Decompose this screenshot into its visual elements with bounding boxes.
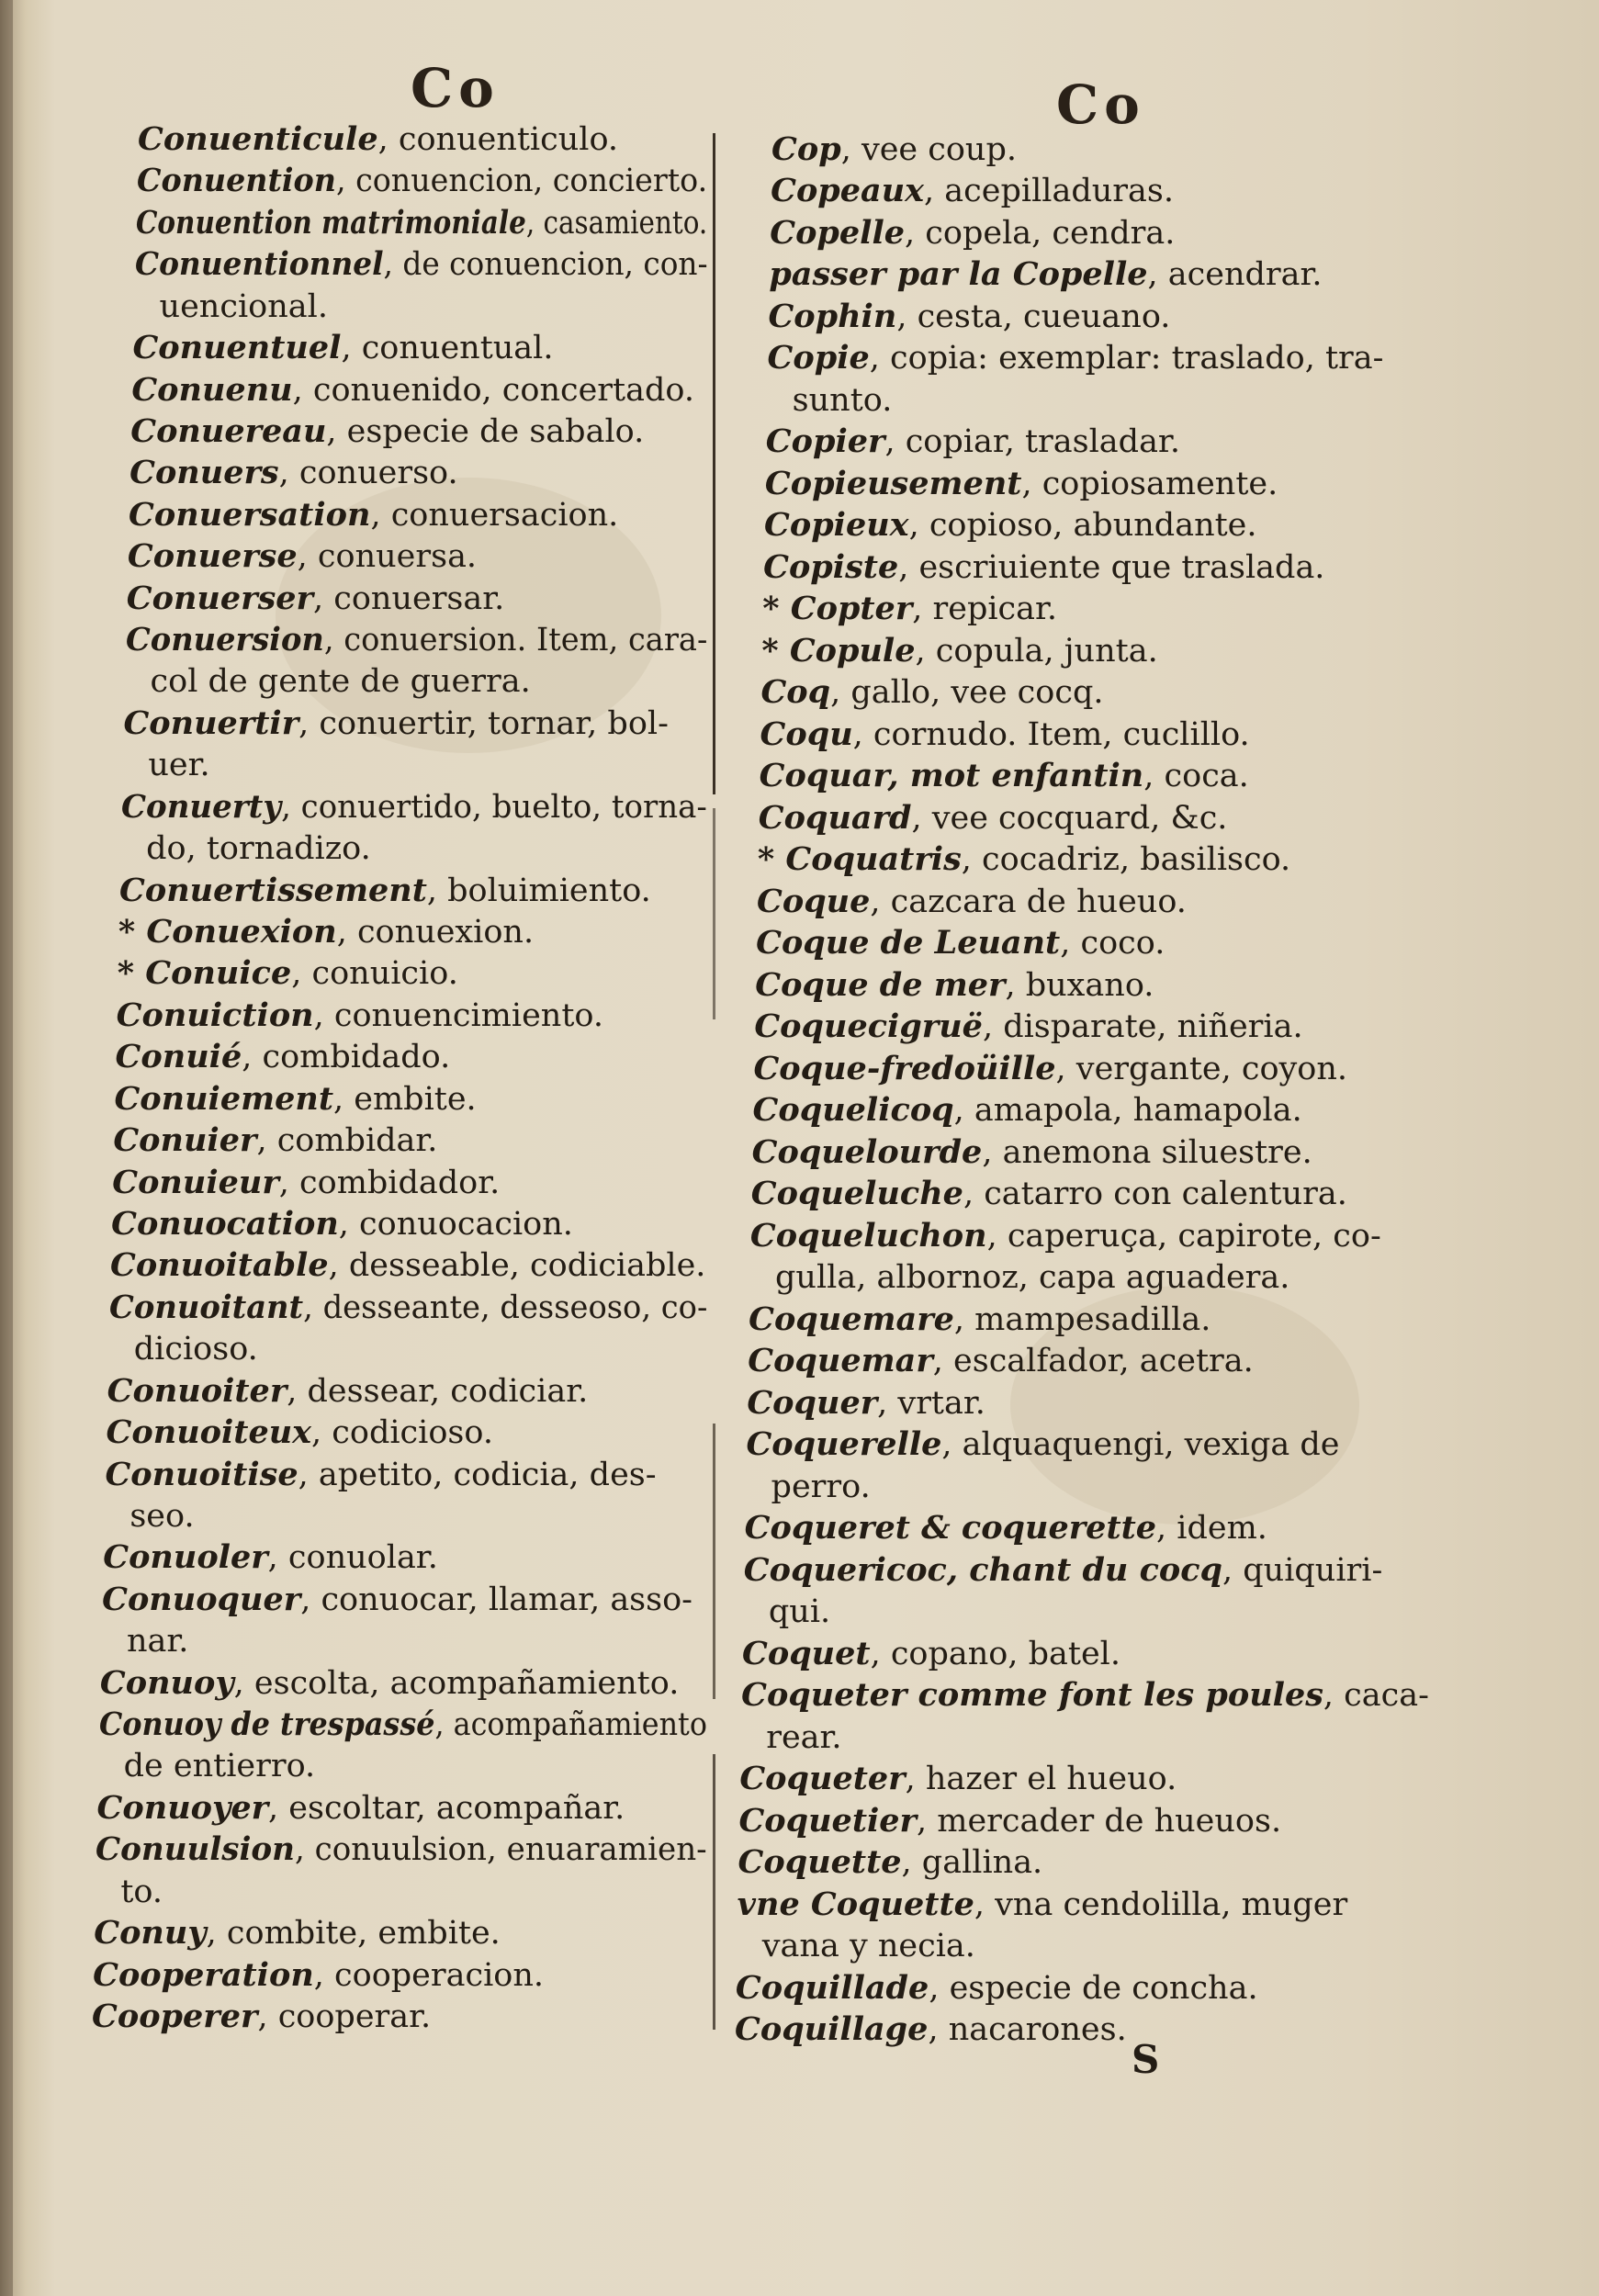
entry-translation: , especie de sabalo. [326,412,645,450]
dictionary-entry [758,841,1290,878]
entry-translation: , idem. [1156,1510,1267,1548]
entry-headword: Conuoy de trespassé [98,1705,435,1744]
dictionary-entry [97,1790,625,1827]
entry-headword: Coque de mer [755,965,1006,1004]
entry-headword: Conuention [136,162,336,200]
dictionary-entry [742,1636,1120,1672]
entry-translation: , mampesadilla. [953,1300,1211,1338]
column-divider [713,808,715,1019]
entry-headword: Coquar, mot enfantin [759,757,1144,795]
dictionary-entry [764,507,1257,544]
entry-continuation: de entierro. [123,1748,316,1785]
dictionary-entry [126,622,707,658]
dictionary-entry [770,215,1175,252]
entry-continuation: nar. [127,1623,189,1660]
entry-translation: , conuolar. [267,1539,438,1577]
entry-translation: , conuertido, buelto, torna- [281,788,708,826]
entry-headword: Coquemare [749,1300,954,1338]
entry-translation: , acepilladuras. [924,173,1174,210]
entry-headword: Conuertissement [119,871,427,909]
dictionary-entry [763,549,1324,586]
entry-continuation: do, tornadizo. [146,830,371,868]
dictionary-entry [94,1915,501,1952]
entry-translation: , quiquiri- [1222,1551,1383,1589]
entry-translation: , conuentual. [341,330,554,367]
entry-translation: , conuersar. [312,580,505,617]
entry-translation: , cazcara de hueuo. [870,883,1187,920]
entry-translation: , conuertir, tornar, bol- [298,704,669,742]
entry-headword: Conuersion [125,621,324,659]
entry-headword: Conuenu [131,370,293,409]
page-spine-shadow [0,0,13,2296]
dictionary-entry [771,131,1017,168]
entry-continuation: perro. [771,1468,871,1505]
dictionary-entry [760,674,1103,711]
entry-translation: , combidar. [256,1122,438,1160]
entry-headword: Conuertir [123,703,299,742]
entry-translation: , boluimiento. [426,872,651,909]
dictionary-entry [131,372,694,409]
entry-headword: Conuié [115,1038,242,1076]
dictionary-entry [93,1957,544,1994]
entry-headword: Conuoy [99,1663,234,1702]
entry-translation: , conuicio. [291,955,458,993]
dictionary-entry [113,1122,437,1159]
entry-headword: Conuiement [114,1079,334,1118]
column-divider [713,1754,715,2030]
entry-translation: , combite, embite. [206,1915,501,1953]
entry-headword: Coquillade [735,1968,929,2007]
entry-headword: Conuerty [121,787,282,826]
dictionary-entry [117,997,603,1034]
entry-translation: , anemona siluestre. [982,1133,1312,1171]
entry-headword: Conuers [129,454,279,492]
entry-translation: , conuersacion. [370,496,619,534]
entry-translation: , conuersa. [297,538,478,576]
entry-translation: , catarro con calentura. [963,1176,1347,1213]
entry-translation: , gallina. [901,1844,1043,1882]
entry-headword: Conuerse [127,537,298,576]
dictionary-entry [100,1665,679,1702]
dictionary-entry [738,1844,1043,1881]
entry-headword: Conuier [113,1121,257,1160]
entry-headword: Coqu [760,715,853,753]
dictionary-entry [114,1081,476,1118]
entry-translation: , combidado. [242,1039,451,1076]
entry-headword: Coquecigruë [754,1007,983,1046]
entry-headword: Conuentionnel [134,245,384,284]
dictionary-entry [739,1761,1177,1797]
entry-translation: , vergante, coyon. [1055,1050,1348,1087]
entry-continuation: gulla, albornoz, capa aguadera. [775,1259,1290,1297]
dictionary-entry [746,1426,1339,1463]
entry-translation: , conuenticulo. [377,121,619,158]
dictionary-entry [102,1581,693,1618]
dictionary-entry [753,1092,1302,1129]
column-divider [713,133,715,794]
entry-headword: Conuenticule [138,120,378,158]
dictionary-entry [118,955,458,992]
entry-headword: Conuoquer [102,1580,301,1618]
dictionary-entry [760,716,1250,753]
entry-headword: Coquemar [748,1342,933,1380]
entry-translation: , escoltar, acompañar. [268,1789,625,1827]
entry-headword: Copiste [763,547,899,586]
entry-translation: , conuenido, concertado. [292,371,694,409]
dictionary-entry [738,1886,1348,1923]
entry-translation: , caca- [1323,1677,1429,1715]
dictionary-entry [738,1803,1281,1840]
entry-translation: , copula, junta. [915,632,1158,670]
entry-translation: , casamiento. [525,204,708,242]
entry-headword: Conuention matrimoniale [135,203,526,242]
dictionary-entry [132,330,553,366]
dictionary-entry [760,758,1249,794]
entry-translation: , acendrar. [1147,256,1323,294]
signature-mark: S [1132,2037,1160,2082]
entry-translation: , copano, batel. [870,1635,1120,1672]
dictionary-entry [103,1539,438,1576]
entry-headword: Coque [757,882,871,920]
entry-continuation: qui. [768,1593,831,1631]
entry-translation: , de conuencion, con- [383,246,708,284]
dictionary-entry [119,872,651,909]
dictionary-entry [752,1134,1312,1171]
dictionary-entry [121,789,707,826]
dictionary-entry [136,205,707,242]
dictionary-entry [769,256,1322,293]
entry-headword: * Conuice [117,954,292,993]
entry-translation: , copia: exemplar: traslado, tra- [869,340,1384,377]
entry-translation: , vrtar. [877,1384,985,1422]
dictionary-entry [127,580,505,617]
dictionary-entry [735,2011,1127,2048]
dictionary-entry [129,497,618,534]
dictionary-entry [765,466,1278,502]
dictionary-entry [757,884,1187,920]
entry-headword: Copeaux [771,172,925,210]
entry-translation: , vna cendolilla, muger [974,1885,1348,1923]
dictionary-entry [92,1998,431,2035]
entry-translation: , copioso, abundante. [908,507,1257,545]
entry-translation: , mercader de hueuos. [917,1802,1282,1840]
right-column-header: Co [1056,73,1145,136]
entry-headword: Conuy [94,1914,207,1953]
entry-translation: , escolta, acompañamiento. [233,1664,680,1702]
entry-headword: passer par la Copelle [769,255,1148,294]
entry-translation: , caperuça, capirote, co- [986,1217,1381,1255]
entry-translation: , conuerso. [278,455,458,492]
entry-translation: , copiar, trasladar. [884,423,1180,461]
dictionary-entry [96,1831,707,1868]
entry-translation: , conuexion. [336,914,535,951]
entry-translation: , cooperacion. [313,1956,545,1994]
entry-continuation: seo. [129,1497,195,1535]
dictionary-entry [750,1218,1381,1255]
entry-headword: Conuerser [126,579,313,617]
dictionary-entry [128,538,477,575]
entry-headword: * Coquatris [757,840,962,879]
dictionary-entry [768,298,1170,335]
dictionary-entry [771,173,1174,209]
entry-translation: , coca. [1143,758,1249,795]
dictionary-entry [109,1289,707,1326]
entry-translation: , embite. [333,1080,477,1118]
dictionary-entry [744,1552,1383,1589]
entry-headword: Copier [765,422,885,461]
entry-headword: Coquette [738,1843,902,1882]
entry-continuation: dicioso. [133,1331,258,1368]
dictionary-entry [754,1008,1302,1045]
entry-translation: , cesta, cueuano. [896,298,1171,335]
entry-translation: , conuocacion. [338,1205,573,1243]
entry-translation: , hazer el hueuo. [905,1761,1177,1798]
entry-translation: , cooperar. [257,1998,432,2035]
dictionary-entry [762,591,1057,627]
entry-continuation: rear. [766,1718,842,1756]
dictionary-entry [135,246,708,283]
dictionary-entry [137,163,707,199]
entry-headword: Copelle [770,213,906,252]
entry-headword: Coqueluche [750,1175,963,1213]
entry-translation: , repicar. [912,591,1058,628]
entry-translation: , copela, cendra. [905,214,1176,252]
entry-translation: , nacarones. [928,2011,1127,2048]
dictionary-entry [751,1176,1347,1212]
entry-headword: Coquard [758,798,912,837]
dictionary-entry [129,455,458,491]
entry-translation: , cocadriz, basilisco. [961,841,1291,879]
dictionary-entry [748,1343,1254,1379]
entry-headword: Coq [760,673,831,712]
dictionary-entry [753,1051,1347,1087]
entry-headword: Conuoitable [110,1246,329,1285]
entry-headword: * Copule [761,631,916,670]
dictionary-entry [759,800,1228,837]
entry-translation: , apetito, codicia, des- [298,1456,657,1493]
entry-headword: Conuulsion [96,1830,296,1869]
dictionary-entry [755,967,1154,1004]
entry-translation: , vee cocquard, &c. [911,799,1228,837]
entry-translation: , cornudo. Item, cuclillo. [852,715,1250,753]
entry-translation: , escalfador, acetra. [932,1343,1254,1380]
entry-translation: , combidador. [278,1164,501,1201]
entry-headword: Conuersation [129,495,371,534]
entry-headword: Coquillage [735,2010,929,2048]
entry-headword: Coque de Leuant [756,924,1061,962]
entry-translation: , alquaquengi, vexiga de [941,1426,1340,1464]
dictionary-entry [768,340,1384,377]
entry-headword: Coquericoc, chant du cocq [743,1550,1223,1589]
dictionary-entry [110,1247,705,1284]
entry-continuation: sunto. [792,381,893,419]
dictionary-entry [130,413,644,450]
entry-continuation: vana y necia. [761,1928,975,1965]
dictionary-entry [736,1970,1258,2007]
dictionary-entry [138,121,618,158]
entry-headword: Conuocation [111,1204,339,1243]
entry-translation: , codicioso. [311,1414,493,1452]
entry-headword: Conuoler [103,1538,268,1577]
entry-translation: , desseante, desseoso, co- [303,1289,708,1326]
entry-headword: Conuiction [116,996,314,1034]
entry-translation: , especie de concha. [929,1969,1258,2007]
entry-headword: Coquer [747,1383,878,1422]
dictionary-entry [741,1677,1429,1714]
entry-headword: Coqueret & coquerette [744,1509,1157,1548]
dictionary-entry [123,705,668,742]
dictionary-entry [105,1457,656,1493]
entry-headword: Coqueter [739,1760,906,1798]
dictionary-entry [107,1414,493,1451]
dictionary-entry [112,1165,500,1201]
entry-headword: Coqueter comme font les poules [741,1676,1323,1715]
entry-headword: Coque-fredoüille [753,1049,1056,1087]
entry-headword: Copieux [764,506,909,545]
entry-translation: , buxano. [1005,966,1154,1004]
entry-headword: Coquelourde [751,1132,983,1171]
entry-headword: vne Coquette [737,1885,974,1923]
entry-headword: Cooperer [92,1998,258,2035]
entry-translation: , disparate, niñeria. [982,1008,1303,1046]
entry-headword: Conuoitise [105,1455,298,1493]
entry-headword: Copie [767,339,870,377]
entry-translation: , acompañamiento [434,1706,707,1744]
dictionary-entry [756,925,1165,962]
entry-headword: Cop [771,130,841,168]
left-column-header: Co [411,57,500,119]
entry-translation: , gallo, vee cocq. [830,674,1104,712]
entry-translation: , conuersion. Item, cara- [323,622,708,659]
entry-headword: Coquet [742,1634,871,1672]
entry-translation: , desseable, codiciable. [328,1247,706,1285]
entry-headword: Coquetier [738,1801,917,1840]
entry-headword: Coquelicoq [752,1091,954,1130]
entry-headword: Coquerelle [746,1425,942,1464]
entry-translation: , escriuiente que traslada. [898,548,1325,586]
entry-headword: Copieusement [764,464,1022,502]
entry-translation: , conuulsion, enuaramien- [295,1831,708,1869]
dictionary-entry [766,423,1180,460]
entry-continuation: col de gente de guerra. [150,663,531,701]
entry-translation: , amapola, hamapola. [953,1092,1302,1130]
column-divider [713,1424,715,1699]
entry-translation: , coco. [1060,925,1165,962]
entry-headword: Conuentuel [132,329,342,367]
entry-headword: * Conuexion [118,913,337,951]
dictionary-entry [116,1039,451,1075]
entry-headword: Cooperation [93,1955,314,1994]
entry-headword: Conuereau [130,411,327,450]
entry-translation: , dessear, codiciar. [287,1372,589,1410]
dictionary-entry [749,1301,1211,1338]
dictionary-entry [747,1385,985,1422]
dictionary-entry [118,914,534,951]
entry-translation: , conuocar, llamar, asso- [300,1581,693,1618]
dictionary-entry [761,633,1157,670]
entry-headword: Conuoiteux [106,1413,312,1452]
dictionary-entry [745,1510,1267,1547]
entry-translation: , vee coup. [840,131,1018,168]
dictionary-entry [111,1206,573,1243]
dictionary-entry [99,1706,707,1743]
entry-headword: Conuoyer [96,1788,269,1827]
entry-headword: Conuieur [112,1163,279,1201]
dictionary-entry [107,1373,589,1410]
entry-headword: * Copter [762,590,913,628]
entry-translation: , conuencion, concierto. [335,163,708,200]
entry-headword: Conuoiter [107,1371,287,1410]
entry-continuation: to. [120,1873,163,1910]
entry-translation: , conuencimiento. [313,996,603,1034]
entry-translation: , copiosamente. [1021,465,1278,502]
entry-continuation: uer. [148,747,210,784]
entry-headword: Conuoitant [108,1288,304,1326]
entry-headword: Cophin [768,297,897,335]
entry-headword: Coqueluchon [749,1216,987,1255]
entry-continuation: uencional. [159,287,328,325]
